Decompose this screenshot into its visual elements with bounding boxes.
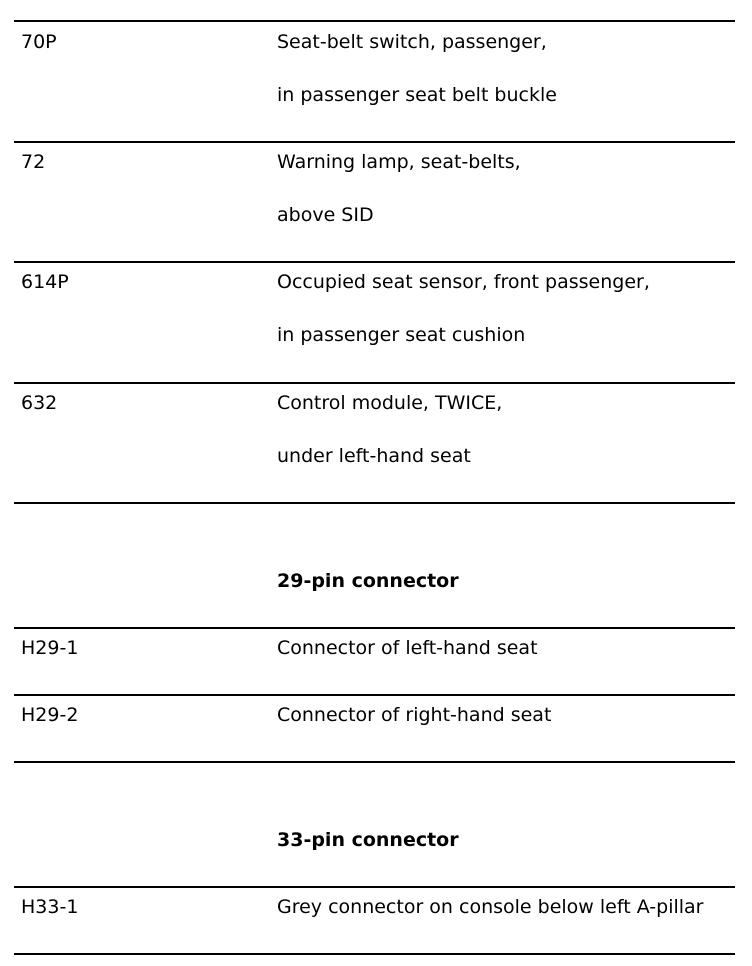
row-divider <box>14 886 735 888</box>
component-code: 614P <box>21 271 69 293</box>
component-code: 72 <box>21 151 46 173</box>
component-description-line2: above SID <box>277 204 374 226</box>
connector-description: Grey connector on console below left A-pillar <box>277 896 704 918</box>
row-divider <box>14 261 735 263</box>
row-divider <box>14 694 735 696</box>
row-divider <box>14 627 735 629</box>
component-description-line1: Control module, TWICE, <box>277 392 503 414</box>
component-code: 632 <box>21 392 58 414</box>
component-description-line2: in passenger seat cushion <box>277 324 526 346</box>
section-heading-29-pin: 29-pin connector <box>277 570 459 592</box>
row-divider <box>14 382 735 384</box>
row-divider <box>14 761 735 763</box>
connector-code: H29-1 <box>21 637 79 659</box>
section-heading-33-pin: 33-pin connector <box>277 829 459 851</box>
component-description-line2: in passenger seat belt buckle <box>277 84 557 106</box>
component-description-line2: under left-hand seat <box>277 445 471 467</box>
connector-description: Connector of left-hand seat <box>277 637 538 659</box>
component-description-line1: Occupied seat sensor, front passenger, <box>277 271 650 293</box>
connector-description: Connector of right-hand seat <box>277 704 552 726</box>
connector-code: H33-1 <box>21 896 79 918</box>
row-divider <box>14 502 735 504</box>
component-description-line1: Warning lamp, seat-belts, <box>277 151 521 173</box>
table-bottom-rule <box>14 953 735 955</box>
component-description-line1: Seat-belt switch, passenger, <box>277 31 547 53</box>
row-divider <box>14 141 735 143</box>
table-top-rule <box>14 20 735 22</box>
connector-code: H29-2 <box>21 704 79 726</box>
component-code: 70P <box>21 31 57 53</box>
